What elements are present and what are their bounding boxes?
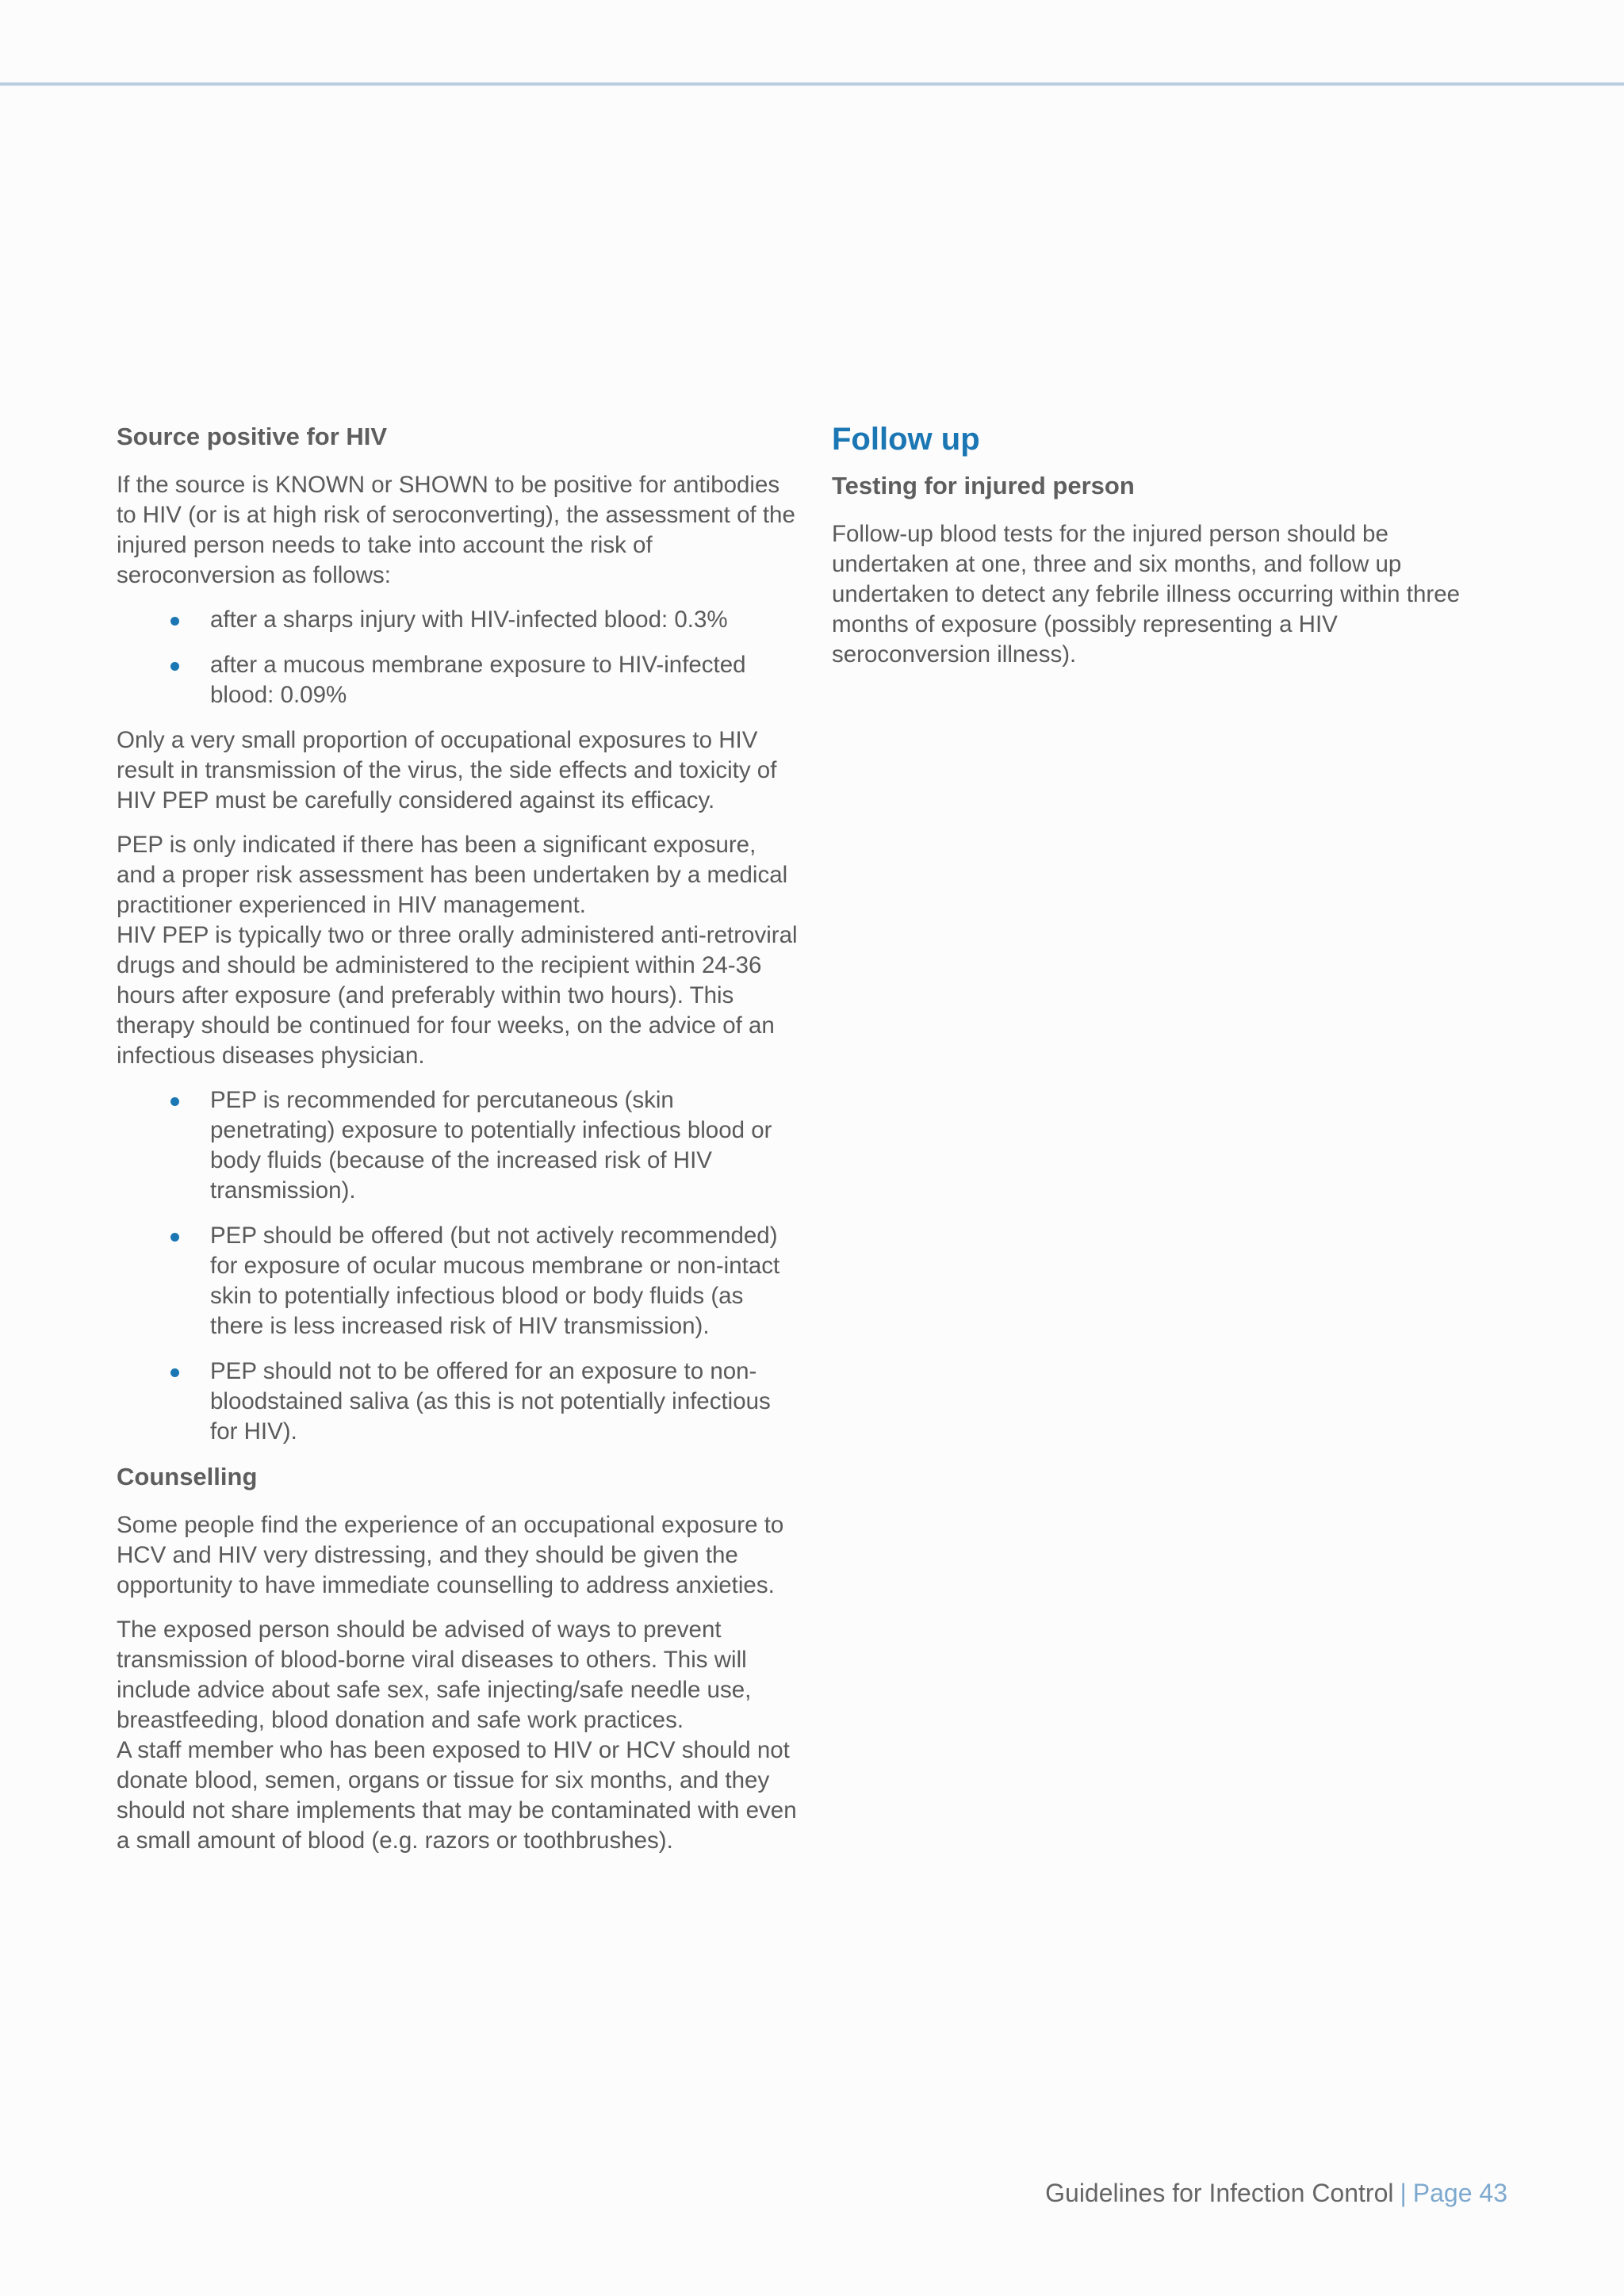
paragraph: PEP is only indicated if there has been a significant exposure, and a proper risk assessment has been undertaken by a medical practitioner experienced in HIV management. HIV PEP is typically two or three orally administered anti-retroviral drugs and should be administered to the recipient within 24-36 hours after exposure (and preferably within two hours). This therapy should be continued for four weeks, on the advice of an infectious diseases physician. xyxy=(117,831,798,1069)
section-title-follow-up: Follow up xyxy=(832,422,980,457)
left-column xyxy=(117,422,799,1870)
bullet-icon xyxy=(170,1097,179,1106)
right-column xyxy=(832,420,1466,684)
footer-title: Guidelines for Infection Control xyxy=(1045,2179,1394,2207)
list-item: PEP should not to be offered for an exposure to non-bloodstained saliva (as this is not potentially infectious for HIV). xyxy=(117,1357,799,1447)
page-number: Page 43 xyxy=(1412,2179,1507,2207)
list-item: after a sharps injury with HIV-infected blood: 0.3% xyxy=(117,605,799,635)
paragraph: Some people find the experience of an occupational exposure to HCV and HIV very distressing, and they should be given the opportunity to have immediate counselling to address anxieties. xyxy=(117,1511,784,1598)
heading-counselling: Counselling xyxy=(117,1462,258,1490)
heading-source-positive-hiv: Source positive for HIV xyxy=(117,423,388,450)
bullet-icon xyxy=(170,1368,179,1377)
bullet-list-pep xyxy=(117,1085,799,1447)
page-footer xyxy=(1045,2179,1507,2208)
bullet-icon xyxy=(170,1233,179,1242)
paragraph: Follow-up blood tests for the injured person should be undertaken at one, three and six months, and follow up undertaken to detect any febrile illness occurring within three months of exposure (possibly representing a HIV seroconversion illness). xyxy=(832,520,1461,668)
list-item: after a mucous membrane exposure to HIV-infected blood: 0.09% xyxy=(117,650,799,710)
paragraph: The exposed person should be advised of ways to prevent transmission of blood-borne viral diseases to others. This will include advice about safe sex, safe injecting/safe needle use, breastfeeding, blood donation and safe work practices. A staff member who has been exposed to HIV or HCV should not donate blood, semen, organs or tissue for six months, and they should not share implements that may be contaminated with even a small amount of blood (e.g. razors or toothbrushes). xyxy=(117,1616,797,1854)
bullet-icon xyxy=(170,662,179,671)
list-item: PEP is recommended for percutaneous (skin penetrating) exposure to potentially infectious blood or body fluids (because of the increased risk of HIV transmission). xyxy=(117,1085,799,1206)
top-rule xyxy=(0,82,1624,86)
bullet-list-seroconversion xyxy=(117,605,799,710)
heading-testing-injured-person: Testing for injured person xyxy=(832,472,1135,499)
paragraph: If the source is KNOWN or SHOWN to be positive for antibodies to HIV (or is at high risk of seroconverting), the assessment of the injured person needs to take into account the risk of seroconversion as follows: xyxy=(117,471,795,588)
bullet-icon xyxy=(170,617,179,626)
footer-separator: | xyxy=(1400,2179,1407,2207)
list-item: PEP should be offered (but not actively recommended) for exposure of ocular mucous membrane or non-intact skin to potentially infectious blood or body fluids (as there is less increased risk of HIV transmission). xyxy=(117,1221,799,1341)
paragraph: Only a very small proportion of occupational exposures to HIV result in transmission of the virus, the side effects and toxicity of HIV PEP must be carefully considered against its efficacy. xyxy=(117,726,777,813)
